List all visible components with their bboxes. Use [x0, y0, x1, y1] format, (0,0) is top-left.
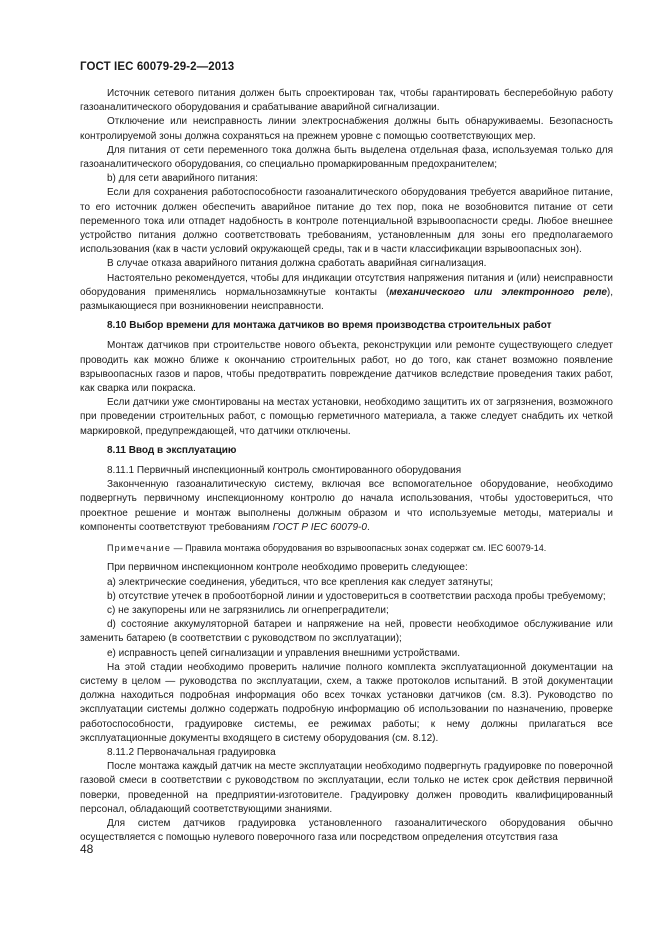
paragraph	[80, 478, 613, 535]
paragraph: В случае отказа аварийного питания должна сработать аварийная сигнализация.	[107, 258, 487, 270]
page-content	[80, 87, 613, 845]
paragraph	[80, 272, 613, 315]
paragraph: Отключение или неисправность линии электроснабжения должны быть обнаруживаемы. Безопасность контролируемой зоны должна сохраняться на прежнем уровне с помощью соответствующих мер.	[80, 116, 613, 142]
list-item: b) для сети аварийного питания:	[107, 173, 258, 185]
note-label: Примечание	[107, 543, 172, 554]
note-text: — Правила монтажа оборудования во взрывоопасных зонах содержат см. IEC 60079-14.	[171, 543, 547, 554]
standard-reference: ГОСТ Р IEC 60079-0	[272, 521, 367, 533]
page-number: 48	[80, 842, 94, 856]
paragraph: Для систем датчиков градуировка установленного газоаналитического оборудования обычно осуществляется с помощью нулевого поверочного газа или посредством определения отсутствия газа	[80, 817, 613, 844]
note	[80, 541, 613, 555]
text-run: Настоятельно рекомендуется, чтобы для индикации отсутствия напряжения питания и (или) неисправности оборудования применялись нормальнозамкнутые контакты (	[80, 272, 613, 298]
list-item: c) не закупорены или не загрязнились ли огнепреградители;	[107, 604, 389, 616]
paragraph: Для питания от сети переменного тока должна быть выделена отдельная фаза, используемая только для газоаналитического оборудования, со специально промаркированным предохранителем;	[80, 144, 613, 171]
paragraph: На этой стадии необходимо проверить наличие полного комплекта эксплуатационной документации на систему в целом — руководства по эксплуатации, схем, а также протоколов испытаний. В этой документации должна находиться подробная информация обо всех точках установки датчиков (см. 8.3). Руководство по эксплуатации системы должно содержать подробную информацию об использовании по назначению, проверке работоспособности, градуировке системы, ее режимах работы; к нему должны прилагаться все эксплуатационные документы входящего в систему оборудования (см. 8.12).	[80, 661, 613, 744]
list-item: d) состояние аккумуляторной батареи и напряжение на ней, провести необходимое обслуживание или заменить батарею (в соответствии с руководством по эксплуатации);	[80, 619, 613, 645]
list-item: e) исправность цепей сигнализации и управления внешними устройствами.	[107, 647, 461, 659]
text-run: .	[366, 521, 370, 533]
page-header: ГОСТ IEC 60079-29-2—2013	[80, 61, 235, 73]
text-run: ), размыкающиеся при возникновении неисправности.	[80, 286, 613, 313]
subsection-title: 8.11.1 Первичный инспекционный контроль смонтированного оборудования	[107, 465, 462, 477]
paragraph: Если для сохранения работоспособности газоаналитического оборудования требуется аварийное питание, то его источник должен обеспечить аварийное питание до тех пор, пока не возобновится питание от сети переменного тока или отпадет надобность в контроле потенциальной взрывоопасности среды. Любое внешнее устройство питания должно соответствовать требованиям, установленным для зоны его предполагаемого использования (как в части условий окружающей среды, так и в части классификации взрывоопасных зон).	[80, 187, 613, 256]
paragraph: После монтажа каждый датчик на месте эксплуатации необходимо подвергнуть градуировке по поверочной газовой смеси в соответствии с руководством по эксплуатации, если только не истек срок действия первичной поверки, проведенной на предприятии-изготовителе. Градуировку должен проводить квалифицированный персонал, обладающий соответствующими знаниями.	[80, 761, 613, 815]
paragraph: Источник сетевого питания должен быть спроектирован так, чтобы гарантировать бесперебойную работу газоаналитического оборудования и срабатывание аварийной сигнализации.	[80, 88, 613, 114]
paragraph: Если датчики уже смонтированы на местах установки, необходимо защитить их от загрязнения, возможного при проведении строительных работ, с помощью герметичного материала, а также следует снабдить их четкой маркировкой, предупреждающей, что датчики отключены.	[80, 397, 613, 437]
paragraph: Монтаж датчиков при строительстве нового объекта, реконструкции или ремонте существующего следует проводить как можно ближе к окончанию строительных работ, но до того, как станет возможно появление взрывоопасных газов и паров, чтобы предотвратить повреждение датчиков вследствие проведения таких работ, как сварка или покраска.	[80, 340, 613, 395]
list-item: a) электрические соединения, убедиться, что все крепления как следует затянуты;	[107, 576, 494, 588]
subsection-title: 8.11.2 Первоначальная градуировка	[107, 746, 276, 758]
list-item: b) отсутствие утечек в пробоотборной линии и удостовериться в соответствии расхода пробы требуемому;	[107, 590, 606, 602]
section-heading-8-11: 8.11 Ввод в эксплуатацию	[107, 444, 237, 456]
emphasis-text: механического или электронного реле	[389, 286, 607, 298]
paragraph: При первичном инспекционном контроле необходимо проверить следующее:	[107, 562, 468, 574]
text-run: Законченную газоаналитическую систему, включая все вспомогательное оборудование, необходимо подвергнуть первичному инспекционному контролю до начала использования, чтобы удостовериться, что проектное решение и монтаж выполнены должным образом и что используемые методы, материалы и компоненты соответствуют требованиям	[80, 479, 613, 533]
section-heading-8-10: 8.10 Выбор времени для монтажа датчиков во время производства строительных работ	[107, 320, 552, 332]
